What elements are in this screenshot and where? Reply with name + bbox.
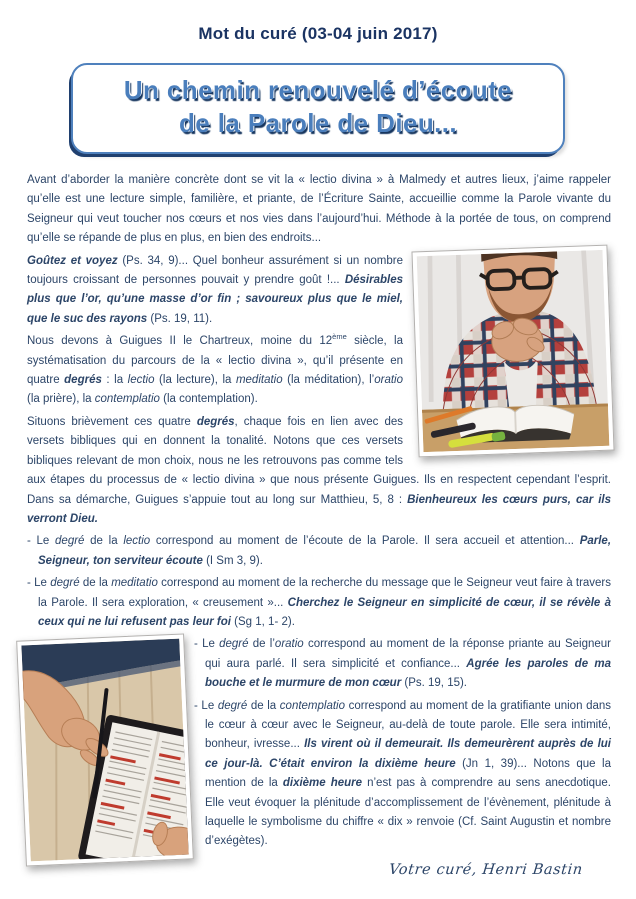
paragraph-goutez-et-voyez: Goûtez et voyez (Ps. 34, 9)... Quel bonheur assurément si un nombre toujours croissant de personnes pouvait y prendre goût !... Désirables plus que l’or, qu’une masse d’or fin ; savoureux plus que le miel, que le suc des rayons (Ps. 19, 11). [27,254,403,325]
paragraph-guigues: Nous devons à Guigues II le Chartreux, moine du 12ème siècle, la systématisation du parcours de la « lectio divina », qu’il présente en quatre degrés : la lectio (la lecture), la meditatio (la méditation), l’oratio (la prière), la contemplatio (la contemplation). [27,332,404,406]
box-title-line-2: de la Parole de Dieu... [179,108,457,138]
paragraph-situons: Situons brièvement ces quatre degrés, chaque fois en lien avec des versets bibliques qui en donnent la tonalité. Notons que ces versets bibliques relevant de mon choix, nous ne les retrouvons pas comme tels aux étapes du processus de « lectio divina » que nous présente Guigues. Ils en respectent cependant l’esprit. Dans sa démarche, Guigues s’appuie tout au long sur Matthieu, 5, 8 : Bienheureux les cœurs purs, car ils verront Dieu. [27,415,611,525]
man-reading-photo-image [417,249,610,451]
paragraph-intro: Avant d’aborder la manière concrète dont se vit la « lectio divina » à Malmedy et autres lieux, j’aime rappeler qu’elle est une lecture simple, familière, et priante, de l’Écriture Sainte, accueillie comme la Parole vivante du Seigneur qui veut toucher nos cœurs et nos vies dans l’aujourd’hui. Méthode à la portée de tous, on comprend qu’elle se répande de plus en plus, en bien des endroits... [27,174,611,245]
page-title: Mot du curé (03-04 juin 2017) [198,24,438,43]
box-title-line-1: Un chemin renouvelé d’écoute [123,75,513,105]
bullet-meditatio: - Le degré de la meditatio correspond au moment de la recherche du message que le Seigneur veut faire à travers la Parole. Il sera exploration, « creusement »... Cherchez le Seigneur en simplicité de cœur, il se révèle à ceux qui ne lui refusent pas leur foi (Sg 1, 1- 2). [27,577,612,628]
bible-hands-photo-image [21,639,188,862]
bullet-contemplatio: - Le degré de la contemplatio correspond au moment de la gratifiante union dans le cœur à cœur avec le Seigneur, au-delà de toute parole. Elle sera intimité, bonheur, ivresse... Ils virent où il demeurait. Ils demeurèrent auprès de lui ce jour-là. C’était environ la dixième heure (Jn 1, 39)... Notons que la mention de la dixième heure n’est pas à comprendre au sens anecdotique. Elle veut évoquer la plénitude d’accomplissement de l’évènement, plénitude à laquelle le symbolisme du chiffre « dix » renvoie (Cf. Saint Augustin et nombre d’exégètes). [194,699,612,848]
photo-man-praying-over-book [411,244,614,457]
content-body [27,171,611,880]
photo-hands-pen-bible [16,634,194,867]
signature [27,861,583,880]
title-box [71,63,565,154]
bullet-oratio: - Le degré de l’oratio correspond au moment de la réponse priante au Seigneur qui aura parlé. Il sera simplicité et confiance... Agrée les paroles de ma bouche et le murmure de mon cœur (Ps. 19, 15). [194,638,612,690]
bullet-lectio: - Le degré de la lectio correspond au moment de l’écoute de la Parole. Il sera accueil et attention... Parle, Seigneur, ton serviteur écoute (I Sm 3, 9). [27,535,612,567]
signature-text: Votre curé, Henri Bastin [388,861,584,878]
